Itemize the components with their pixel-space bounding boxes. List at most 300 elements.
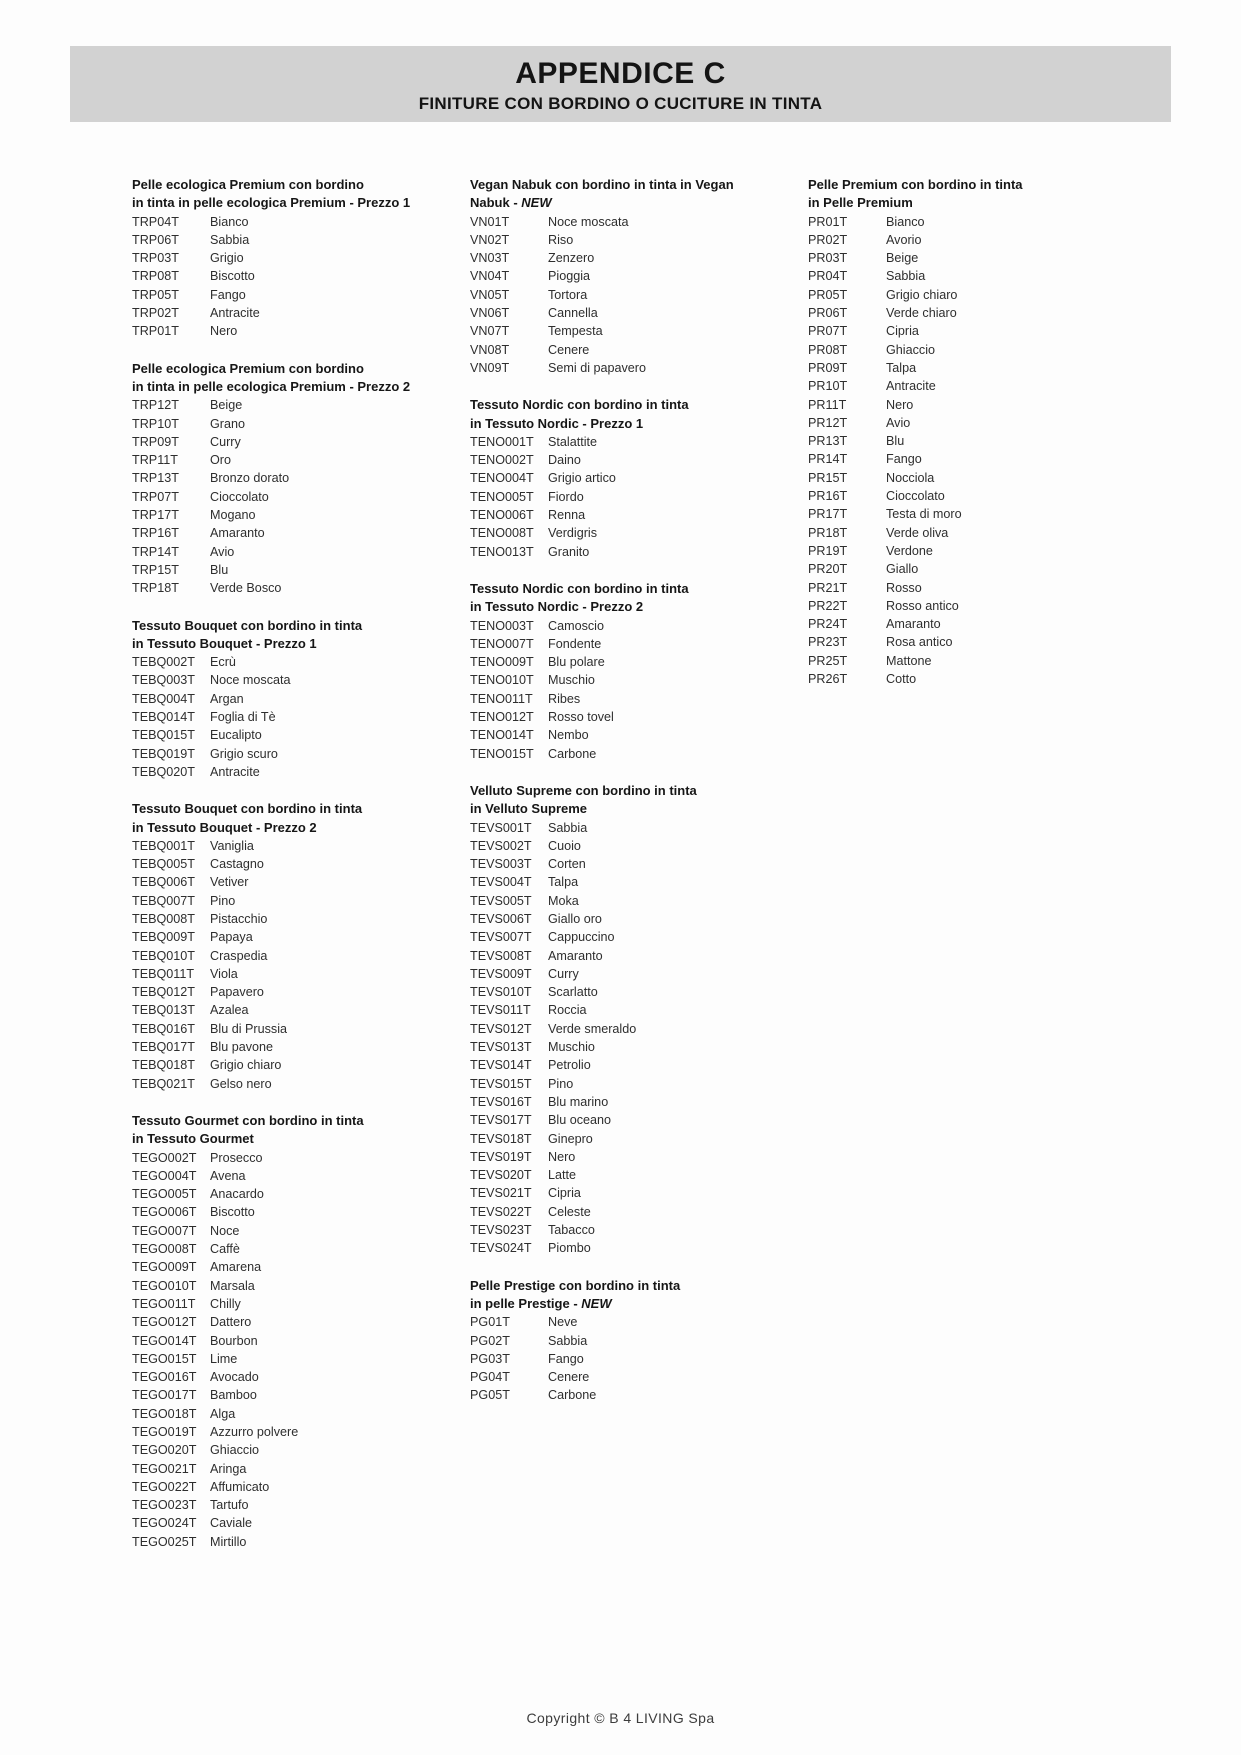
- finish-row: [132, 837, 457, 855]
- finish-row: [808, 579, 1133, 597]
- finish-code: TEBQ006T: [132, 875, 195, 890]
- section-heading-line2: in Velluto Supreme: [470, 801, 588, 817]
- finish-code: TENO006T: [470, 508, 534, 523]
- finish-row: [470, 433, 795, 451]
- finish-code: TENO001T: [470, 434, 534, 449]
- finish-row: [132, 1295, 457, 1313]
- finish-name: Azalea: [210, 1003, 249, 1018]
- finish-code: TEVS010T: [470, 985, 532, 1000]
- finish-code: PR20T: [808, 562, 848, 577]
- finish-name: Talpa: [548, 875, 579, 890]
- page-subtitle: FINITURE CON BORDINO O CUCITURE IN TINTA: [418, 94, 823, 113]
- finish-row: [808, 396, 1133, 414]
- finish-row: [132, 1038, 457, 1056]
- finish-name: Stalattite: [548, 434, 598, 449]
- finish-name: Blu di Prussia: [210, 1021, 287, 1036]
- finish-row: [470, 1111, 795, 1129]
- finishes-column-1: [132, 176, 457, 1570]
- finish-code: TEGO014T: [132, 1333, 197, 1348]
- finish-name: Avio: [210, 544, 235, 559]
- finish-section: [132, 176, 457, 341]
- finish-code: PR09T: [808, 360, 848, 375]
- finish-code: TRP13T: [132, 471, 179, 486]
- finish-name: Nembo: [548, 728, 589, 743]
- finish-code: TRP10T: [132, 416, 179, 431]
- finish-row: [808, 414, 1133, 432]
- finish-name: Bianco: [210, 214, 249, 229]
- finish-row: [470, 469, 795, 487]
- finish-name: Blu pavone: [210, 1040, 274, 1055]
- finish-name: Cannella: [548, 306, 598, 321]
- finish-name: Verde Bosco: [210, 581, 282, 596]
- finish-row: [132, 415, 457, 433]
- finish-name: Nero: [886, 397, 914, 412]
- finish-name: Ribes: [548, 691, 581, 706]
- section-heading-line1: Tessuto Gourmet con bordino in tinta: [132, 1112, 364, 1128]
- finish-code: PR15T: [808, 470, 848, 485]
- finish-name: Zenzero: [548, 251, 595, 266]
- finish-row: [132, 1020, 457, 1038]
- finish-name: Caviale: [210, 1516, 252, 1531]
- finish-row: [132, 1441, 457, 1459]
- finish-name: Castagno: [210, 857, 264, 872]
- finish-code: VN04T: [470, 269, 510, 284]
- finish-name: Mattone: [886, 653, 932, 668]
- finish-name: Daino: [548, 453, 581, 468]
- finish-name: Curry: [548, 966, 579, 981]
- finish-row: [470, 1130, 795, 1148]
- finish-name: Antracite: [886, 379, 936, 394]
- finish-row: [470, 1350, 795, 1368]
- finish-code: TEGO021T: [132, 1461, 197, 1476]
- finish-row: [470, 1038, 795, 1056]
- finish-row: [470, 708, 795, 726]
- finish-section: [470, 1277, 795, 1405]
- finish-code: TEBQ008T: [132, 911, 195, 926]
- finish-code: TENO005T: [470, 489, 534, 504]
- finish-row: [132, 653, 457, 671]
- finish-code: TEBQ005T: [132, 857, 195, 872]
- finish-row: [808, 615, 1133, 633]
- finish-name: Marsala: [210, 1278, 255, 1293]
- finish-code: TRP07T: [132, 489, 179, 504]
- finish-name: Sabbia: [210, 232, 250, 247]
- finish-row: [132, 579, 457, 597]
- finish-name: Noce: [210, 1223, 240, 1238]
- finish-row: [808, 597, 1133, 615]
- finish-row: [132, 1350, 457, 1368]
- finish-row: [132, 1185, 457, 1203]
- finish-section: [132, 800, 457, 1093]
- finish-row: [808, 322, 1133, 340]
- section-heading-line1: Tessuto Nordic con bordino in tinta: [470, 397, 689, 413]
- finish-row: [132, 983, 457, 1001]
- finish-code: PR02T: [808, 232, 848, 247]
- finish-name: Moka: [548, 893, 579, 908]
- finish-code: TEBQ014T: [132, 710, 195, 725]
- finish-row: [132, 1001, 457, 1019]
- finish-code: TEBQ015T: [132, 728, 195, 743]
- section-heading-line2: in Tessuto Nordic - Prezzo 1: [470, 415, 644, 431]
- finish-row: [132, 1258, 457, 1276]
- finish-section: [470, 782, 795, 1258]
- finish-section: [470, 176, 795, 377]
- finish-name: Grigio scuro: [210, 746, 278, 761]
- finish-code: TRP12T: [132, 398, 179, 413]
- finish-row: [132, 965, 457, 983]
- finish-name: Rosso: [886, 580, 922, 595]
- finish-name: Verde smeraldo: [548, 1021, 637, 1036]
- finish-row: [470, 304, 795, 322]
- finish-name: Riso: [548, 232, 574, 247]
- finish-row: [470, 855, 795, 873]
- finish-code: TEGO011T: [132, 1296, 196, 1311]
- finish-code: TEVS003T: [470, 857, 532, 872]
- finish-name: Azzurro polvere: [210, 1425, 299, 1439]
- finish-name: Gelso nero: [210, 1076, 272, 1091]
- finish-code: TRP14T: [132, 544, 179, 559]
- finish-name: Fango: [548, 1351, 584, 1366]
- finish-row: [470, 910, 795, 928]
- finish-row: [470, 341, 795, 359]
- finish-code: TRP16T: [132, 526, 179, 541]
- finish-code: TEVS002T: [470, 838, 532, 853]
- finish-code: PR05T: [808, 287, 848, 302]
- finish-name: Bourbon: [210, 1333, 258, 1348]
- finish-row: [470, 726, 795, 744]
- page-title: APPENDICE C: [515, 57, 726, 90]
- finish-name: Viola: [210, 966, 238, 981]
- finish-row: [132, 322, 457, 340]
- finish-name: Dattero: [210, 1315, 252, 1330]
- finish-name: Ecrù: [210, 655, 236, 670]
- finish-name: Roccia: [548, 1003, 587, 1018]
- finish-name: Mirtillo: [210, 1534, 247, 1549]
- section-heading-line1: Pelle Premium con bordino in tinta: [808, 177, 1023, 192]
- finish-name: Pino: [548, 1076, 574, 1091]
- finish-code: TRP06T: [132, 232, 179, 247]
- finish-row: [808, 524, 1133, 542]
- finish-row: [470, 837, 795, 855]
- finish-row: [808, 267, 1133, 285]
- finish-name: Granito: [548, 544, 590, 559]
- finish-name: Corten: [548, 857, 586, 872]
- finish-code: TRP17T: [132, 508, 179, 523]
- finish-code: TEGO010T: [132, 1278, 197, 1293]
- finish-code: VN08T: [470, 342, 510, 357]
- finish-name: Affumicato: [210, 1479, 270, 1494]
- finish-code: TENO008T: [470, 526, 534, 541]
- finish-row: [470, 488, 795, 506]
- finish-row: [470, 1239, 795, 1257]
- finish-row: [132, 1075, 457, 1093]
- finish-name: Rosso tovel: [548, 710, 614, 725]
- finish-row: [808, 249, 1133, 267]
- finish-row: [132, 671, 457, 689]
- finish-code: PR23T: [808, 635, 848, 650]
- finishes-column-3: [808, 176, 1133, 707]
- finish-row: [132, 1460, 457, 1478]
- finish-code: TENO015T: [470, 746, 534, 761]
- finish-name: Carbone: [548, 1388, 597, 1403]
- section-heading-line2: in Tessuto Bouquet - Prezzo 2: [132, 819, 317, 835]
- finish-name: Verde chiaro: [886, 306, 957, 321]
- finish-row: [470, 524, 795, 542]
- finish-name: Noce moscata: [548, 214, 629, 229]
- finish-row: [470, 451, 795, 469]
- finish-code: PR10T: [808, 379, 848, 394]
- finish-name: Eucalipto: [210, 728, 262, 743]
- finish-row: [470, 671, 795, 689]
- finish-row: [470, 1332, 795, 1350]
- finish-row: [470, 1386, 795, 1404]
- finish-code: TEVS006T: [470, 911, 532, 926]
- finish-row: [470, 653, 795, 671]
- finish-name: Foglia di Tè: [210, 710, 276, 725]
- finish-name: Papavero: [210, 985, 264, 1000]
- finish-name: Avocado: [210, 1370, 259, 1385]
- finish-name: Fango: [886, 452, 922, 467]
- finish-name: Fondente: [548, 636, 602, 651]
- finish-name: Avorio: [886, 232, 922, 247]
- finish-row: [470, 1368, 795, 1386]
- finish-code: TEVS021T: [470, 1186, 532, 1201]
- finish-code: PR24T: [808, 617, 848, 632]
- finish-row: [132, 561, 457, 579]
- section-heading-line2: in tinta in pelle ecologica Premium - Prezzo 1: [132, 195, 411, 211]
- finish-row: [132, 286, 457, 304]
- finish-row: [132, 873, 457, 891]
- finish-section: [132, 1112, 457, 1551]
- finish-name: Mogano: [210, 508, 256, 523]
- finish-row: [808, 341, 1133, 359]
- finish-name: Avio: [886, 415, 911, 430]
- finish-row: [470, 249, 795, 267]
- finish-code: PG05T: [470, 1388, 510, 1403]
- finish-row: [132, 1386, 457, 1404]
- finish-row: [470, 1020, 795, 1038]
- finish-row: [470, 1221, 795, 1239]
- finish-code: TEVS011T: [470, 1003, 531, 1018]
- finish-row: [470, 231, 795, 249]
- finish-section: [470, 580, 795, 763]
- finish-code: TENO014T: [470, 728, 534, 743]
- finish-code: TENO013T: [470, 544, 534, 559]
- finish-row: [470, 617, 795, 635]
- finish-name: Amaranto: [210, 526, 265, 541]
- finish-name: Bianco: [886, 214, 925, 229]
- finish-code: TEGO025T: [132, 1534, 197, 1549]
- section-heading-line1: Pelle Prestige con bordino in tinta: [470, 1277, 681, 1293]
- finish-name: Oro: [210, 453, 231, 468]
- finish-row: [808, 213, 1133, 231]
- finish-name: Nero: [210, 324, 238, 339]
- finish-name: Cipria: [886, 324, 919, 339]
- finish-name: Amarena: [210, 1260, 262, 1275]
- finish-code: TENO004T: [470, 471, 534, 486]
- finish-code: TEVS012T: [470, 1021, 532, 1036]
- finish-code: TRP02T: [132, 306, 179, 321]
- finish-name: Vaniglia: [210, 838, 254, 853]
- finish-code: VN01T: [470, 214, 510, 229]
- finish-row: [132, 928, 457, 946]
- finish-code: TEBQ003T: [132, 673, 195, 688]
- finish-code: TENO007T: [470, 636, 534, 651]
- finish-code: TRP18T: [132, 581, 179, 596]
- finish-row: [132, 947, 457, 965]
- finish-name: Bronzo dorato: [210, 471, 290, 486]
- finish-row: [132, 763, 457, 781]
- finish-code: TEVS009T: [470, 966, 532, 981]
- finish-row: [808, 560, 1133, 578]
- finish-row: [470, 965, 795, 983]
- finish-row: [132, 1423, 457, 1441]
- finish-row: [470, 1203, 795, 1221]
- finish-code: TEBQ009T: [132, 930, 195, 945]
- finish-name: Ghiaccio: [210, 1443, 259, 1458]
- finish-code: TEVS020T: [470, 1168, 532, 1183]
- finish-code: TEVS019T: [470, 1149, 532, 1164]
- finish-code: VN06T: [470, 306, 510, 321]
- finish-name: Biscotto: [210, 1205, 255, 1220]
- finish-code: TEBQ019T: [132, 746, 195, 761]
- finish-row: [470, 322, 795, 340]
- finish-code: TEVS024T: [470, 1241, 532, 1256]
- finish-row: [470, 359, 795, 377]
- finish-name: Blu marino: [548, 1094, 609, 1109]
- finish-code: VN03T: [470, 251, 510, 266]
- finish-name: Craspedia: [210, 948, 268, 963]
- finish-name: Chilly: [210, 1296, 241, 1311]
- finish-name: Biscotto: [210, 269, 255, 284]
- section-heading-line1: Pelle ecologica Premium con bordino: [132, 360, 364, 376]
- finish-code: PR08T: [808, 342, 848, 357]
- finish-row: [470, 1056, 795, 1074]
- finish-code: PG04T: [470, 1370, 510, 1385]
- finish-name: Blu oceano: [548, 1113, 612, 1128]
- finish-code: VN02T: [470, 232, 510, 247]
- finish-row: [808, 304, 1133, 322]
- finish-code: PR14T: [808, 452, 848, 467]
- finish-name: Cappuccino: [548, 930, 615, 945]
- finish-row: [132, 433, 457, 451]
- finish-name: Sabbia: [548, 1333, 588, 1348]
- finish-row: [470, 286, 795, 304]
- finish-name: Ghiaccio: [886, 342, 935, 357]
- finish-code: TEGO008T: [132, 1242, 197, 1257]
- finish-row: [470, 983, 795, 1001]
- finish-code: PR07T: [808, 324, 848, 339]
- finish-code: TEBQ017T: [132, 1040, 195, 1055]
- finish-name: Pioggia: [548, 269, 591, 284]
- finish-code: TEBQ013T: [132, 1003, 195, 1018]
- finish-name: Cipria: [548, 1186, 581, 1201]
- finish-name: Piombo: [548, 1241, 591, 1256]
- finish-name: Aringa: [210, 1461, 247, 1476]
- section-heading-line2: Nabuk - NEW: [470, 195, 552, 211]
- finish-row: [132, 1405, 457, 1423]
- finish-name: Tabacco: [548, 1223, 595, 1238]
- finish-code: PR13T: [808, 434, 848, 449]
- finish-code: TENO003T: [470, 618, 534, 633]
- finish-name: Caffè: [210, 1242, 240, 1257]
- finish-code: TEBQ012T: [132, 985, 195, 1000]
- finish-code: TEGO022T: [132, 1479, 197, 1494]
- finish-code: TEVS004T: [470, 875, 532, 890]
- finish-row: [470, 1093, 795, 1111]
- finish-row: [808, 377, 1133, 395]
- finish-name: Tartufo: [210, 1498, 249, 1513]
- finish-code: PR22T: [808, 598, 848, 613]
- finish-row: [132, 1368, 457, 1386]
- finish-row: [808, 633, 1133, 651]
- finish-code: TEGO012T: [132, 1315, 197, 1330]
- finish-row: [132, 690, 457, 708]
- section-heading-line2: in tinta in pelle ecologica Premium - Prezzo 2: [132, 378, 411, 394]
- finish-name: Sabbia: [548, 820, 588, 835]
- finish-name: Verdone: [886, 543, 933, 558]
- finish-name: Bamboo: [210, 1388, 257, 1403]
- finish-row: [470, 506, 795, 524]
- section-heading-line1: Tessuto Bouquet con bordino in tinta: [132, 801, 363, 817]
- finish-name: Fiordo: [548, 489, 584, 504]
- finish-row: [470, 892, 795, 910]
- finish-code: TEVS018T: [470, 1131, 532, 1146]
- finish-name: Fango: [210, 287, 246, 302]
- finish-code: TEVS014T: [470, 1058, 532, 1073]
- finish-code: TEVS017T: [470, 1113, 532, 1128]
- finish-code: TRP08T: [132, 269, 179, 284]
- finish-code: TEGO002T: [132, 1150, 197, 1165]
- finish-code: TENO002T: [470, 453, 534, 468]
- finish-code: PR17T: [808, 507, 848, 522]
- finish-row: [132, 1332, 457, 1350]
- finish-row: [132, 231, 457, 249]
- section-heading-line1: Tessuto Bouquet con bordino in tinta: [132, 617, 363, 633]
- finish-code: PR11T: [808, 397, 847, 412]
- finish-row: [132, 267, 457, 285]
- finish-code: TEVS016T: [470, 1094, 532, 1109]
- finish-row: [808, 670, 1133, 688]
- finish-row: [470, 1001, 795, 1019]
- finish-code: VN09T: [470, 360, 510, 375]
- finish-name: Latte: [548, 1168, 577, 1183]
- finish-name: Beige: [210, 398, 243, 413]
- finish-row: [808, 505, 1133, 523]
- finish-name: Grano: [210, 416, 246, 431]
- finish-row: [132, 1167, 457, 1185]
- finish-code: TEBQ020T: [132, 764, 195, 779]
- finish-row: [470, 635, 795, 653]
- finish-code: PR16T: [808, 489, 848, 504]
- finish-row: [470, 928, 795, 946]
- finish-row: [132, 451, 457, 469]
- finish-name: Grigio chiaro: [210, 1058, 282, 1073]
- finish-code: TRP01T: [132, 324, 179, 339]
- finish-name: Antracite: [210, 306, 260, 321]
- finish-code: TEGO006T: [132, 1205, 197, 1220]
- section-heading-line2: in Tessuto Bouquet - Prezzo 1: [132, 635, 317, 651]
- finish-name: Renna: [548, 508, 586, 523]
- finish-row: [470, 745, 795, 763]
- finish-row: [470, 873, 795, 891]
- finish-name: Nero: [548, 1149, 576, 1164]
- finish-code: TEVS023T: [470, 1223, 532, 1238]
- finish-row: [132, 892, 457, 910]
- new-flag: NEW: [581, 1295, 612, 1311]
- finish-name: Grigio artico: [548, 471, 616, 486]
- finish-name: Cuoio: [548, 838, 581, 853]
